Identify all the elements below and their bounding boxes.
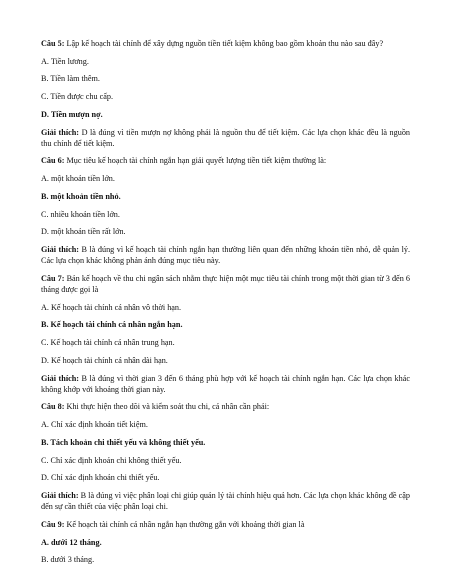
question-number: Câu 6: (41, 156, 65, 166)
answer-option: C. Kế hoạch tài chính cá nhân trung hạn. (41, 338, 175, 348)
answer-option: B. dưới 3 tháng. (41, 555, 95, 565)
question-text (41, 155, 410, 166)
answer-option: B. Tiền làm thêm. (41, 74, 100, 84)
answer-option: A. Tiền lương. (41, 56, 89, 66)
explanation-text: B là đúng vì kế hoạch tài chính ngắn hạn thường liên quan đến những khoản tiền nhỏ, dễ quản lý. Các lựa chọn khác không phản ánh đúng mục tiêu này. (41, 244, 411, 266)
answer-option: C. Chỉ xác định khoản chi không thiết yếu. (41, 455, 182, 465)
question-number: Câu 5: (41, 39, 65, 48)
question-body: Bản kế hoạch về thu chi ngân sách nhằm thực hiện một mục tiêu tài chính trong một thời gian từ 3 đến 6 tháng được gọi là (41, 273, 410, 295)
explanation-label: Giải thích: (41, 127, 80, 137)
explanation-text: D là đúng vì tiền mượn nợ không phải là nguồn thu để tiết kiệm. Các lựa chọn khác đều là nguồn thu chính để tiết kiệm. (41, 127, 411, 148)
correct-answer-option: B. một khoản tiền nhỏ. (41, 191, 121, 201)
question-text (41, 401, 410, 412)
explanation-label: Giải thích: (41, 244, 79, 254)
explanation-label: Giải thích: (41, 373, 80, 383)
explanation-label: Giải thích: (41, 490, 79, 500)
explanation (41, 127, 410, 149)
answer-option: D. một khoản tiền rất lớn. (41, 227, 126, 237)
question-body: Mục tiêu kế hoạch tài chính ngắn hạn giải quyết lượng tiền tiết kiệm thường là: (64, 156, 327, 166)
correct-answer-option: B. Kế hoạch tài chính cá nhân ngắn hạn. (41, 320, 183, 330)
question-number: Câu 7: (41, 273, 65, 283)
answer-option: D. Chỉ xác định khoản chi thiết yếu. (41, 473, 160, 483)
question-body: Khi thực hiện theo dõi và kiểm soát thu chi, cá nhân cần phải: (64, 402, 270, 412)
question-number: Câu 9: (41, 519, 65, 529)
explanation (41, 490, 410, 512)
answer-option: A. Kế hoạch tài chính cá nhân vô thời hạn. (41, 302, 182, 312)
answer-option: D. Kế hoạch tài chính cá nhân dài hạn. (41, 355, 168, 365)
question-body: Kế hoạch tài chính cá nhân ngắn hạn thường gắn với khoảng thời gian là (64, 519, 305, 529)
correct-answer-option: D. Tiền mượn nợ. (41, 109, 103, 119)
question-number: Câu 8: (41, 402, 65, 412)
answer-option: A. một khoản tiền lớn. (41, 174, 115, 184)
question-text (41, 273, 410, 295)
correct-answer-option: A. dưới 12 tháng. (41, 537, 102, 547)
explanation-text: B là đúng vì thời gian 3 đến 6 tháng phù hợp với kế hoạch tài chính ngắn hạn. Các lựa chọn khác không khớp với khoảng thời gian này. (41, 373, 410, 394)
explanation (41, 244, 410, 266)
correct-answer-option: B. Tách khoản chi thiết yếu và không thiết yếu. (41, 437, 206, 447)
explanation (41, 373, 410, 395)
question-body: Lập kế hoạch tài chính để xây dựng nguồn tiền tiết kiệm không bao gồm khoản thu nào sau đây? (64, 39, 384, 48)
answer-option: C. Tiền được chu cấp. (41, 92, 113, 102)
answer-option: C. nhiều khoản tiền lớn. (41, 209, 120, 219)
question-text (41, 519, 410, 530)
quiz-content (41, 38, 410, 572)
answer-option: A. Chỉ xác định khoản tiết kiệm. (41, 420, 148, 430)
question-text (41, 38, 410, 49)
explanation-text: B là đúng vì việc phân loại chi giúp quản lý tài chính hiệu quả hơn. Các lựa chọn khác không đề cập đến sự cần thiết của việc phân loại chi. (41, 490, 410, 512)
